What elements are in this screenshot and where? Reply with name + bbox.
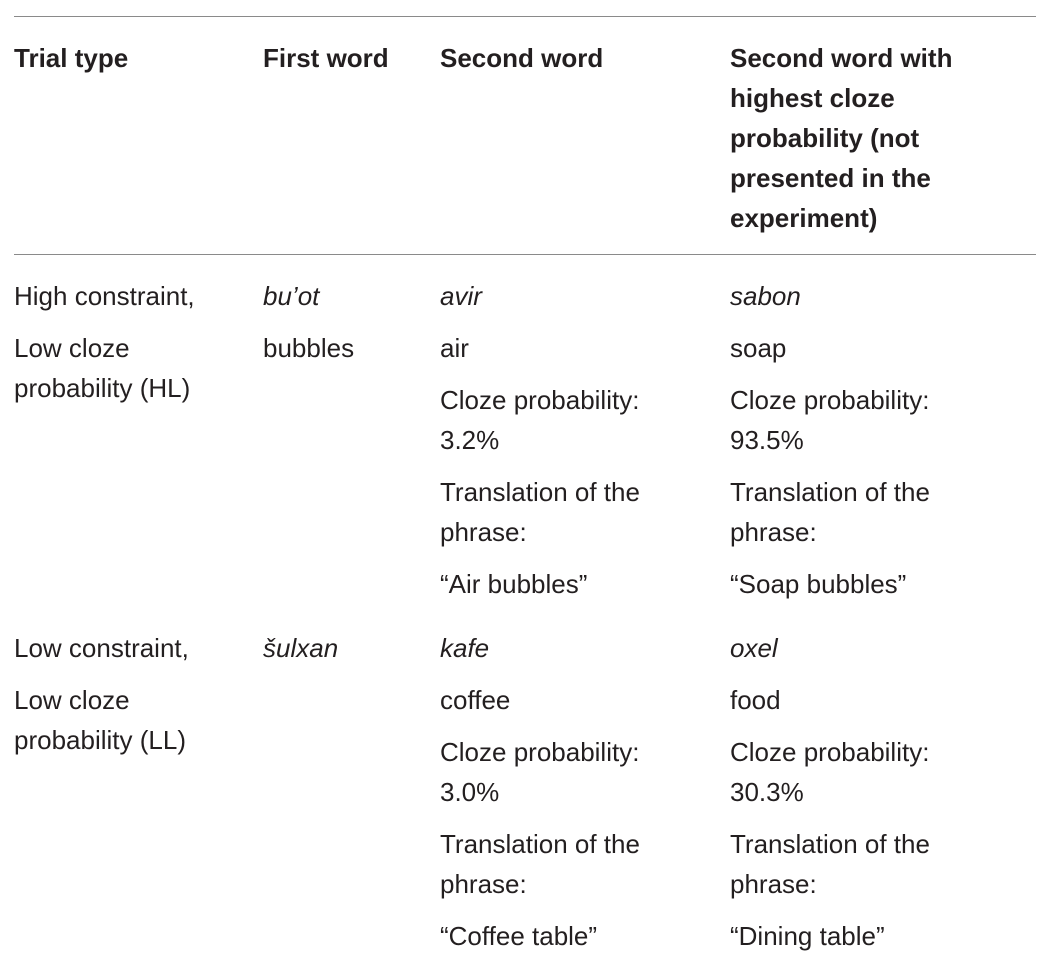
table-row-hl-trial-type (14, 276, 195, 408)
best-word: oxel (730, 633, 778, 663)
cloze-value: 30.3% (730, 777, 804, 807)
phrase-label: Translation of the (440, 477, 640, 507)
second-word: avir (440, 281, 482, 311)
second-word: kafe (440, 633, 490, 663)
header-second-word: Second word (440, 43, 604, 73)
header-trial-type: Trial type (14, 43, 129, 73)
header-bottom-rule (14, 254, 1036, 255)
table-row-hl-first-word (263, 276, 354, 368)
trial-type-line: Low cloze (14, 333, 130, 363)
first-word: bu’ot (263, 281, 320, 311)
header-line: highest cloze (730, 83, 895, 113)
cloze-label: Cloze probability: (440, 385, 640, 415)
best-word-translation: food (730, 685, 781, 715)
table-row-hl-best-word (730, 276, 930, 604)
header-line: Second word with (730, 43, 953, 73)
second-word-translation: coffee (440, 685, 511, 715)
table-row-ll-first-word (263, 628, 338, 668)
cloze-value: 93.5% (730, 425, 804, 455)
table-row-ll-trial-type (14, 628, 189, 760)
cloze-value: 3.2% (440, 425, 500, 455)
header-first-word: First word (263, 43, 389, 73)
header-line: probability (not (730, 123, 920, 153)
cloze-value: 3.0% (440, 777, 500, 807)
trial-type-line: Low constraint, (14, 633, 189, 663)
table-row-ll-second-word (440, 628, 640, 956)
phrase-label: Translation of the (730, 829, 930, 859)
trial-type-line: probability (LL) (14, 725, 186, 755)
phrase-label: Translation of the (730, 477, 930, 507)
phrase-label: phrase: (730, 517, 817, 547)
table-top-rule (14, 16, 1036, 17)
phrase-translation: “Coffee table” (440, 921, 598, 951)
phrase-label: phrase: (440, 869, 527, 899)
phrase-translation: “Air bubbles” (440, 569, 588, 599)
phrase-label: phrase: (440, 517, 527, 547)
trial-type-line: probability (HL) (14, 373, 191, 403)
first-word-translation: bubbles (263, 333, 355, 363)
cloze-label: Cloze probability: (730, 385, 930, 415)
phrase-label: phrase: (730, 869, 817, 899)
trial-type-line: Low cloze (14, 685, 130, 715)
cloze-label: Cloze probability: (730, 737, 930, 767)
best-word: sabon (730, 281, 801, 311)
cloze-label: Cloze probability: (440, 737, 640, 767)
first-word: šulxan (263, 633, 339, 663)
header-line: presented in the (730, 163, 931, 193)
best-word-translation: soap (730, 333, 787, 363)
table-row-ll-best-word (730, 628, 930, 956)
phrase-translation: “Dining table” (730, 921, 885, 951)
header-line: experiment) (730, 203, 878, 233)
trial-type-line: High constraint, (14, 281, 195, 311)
table-row-hl-second-word (440, 276, 640, 604)
phrase-label: Translation of the (440, 829, 640, 859)
phrase-translation: “Soap bubbles” (730, 569, 907, 599)
header-highest-cloze-word (730, 38, 952, 238)
second-word-translation: air (440, 333, 469, 363)
